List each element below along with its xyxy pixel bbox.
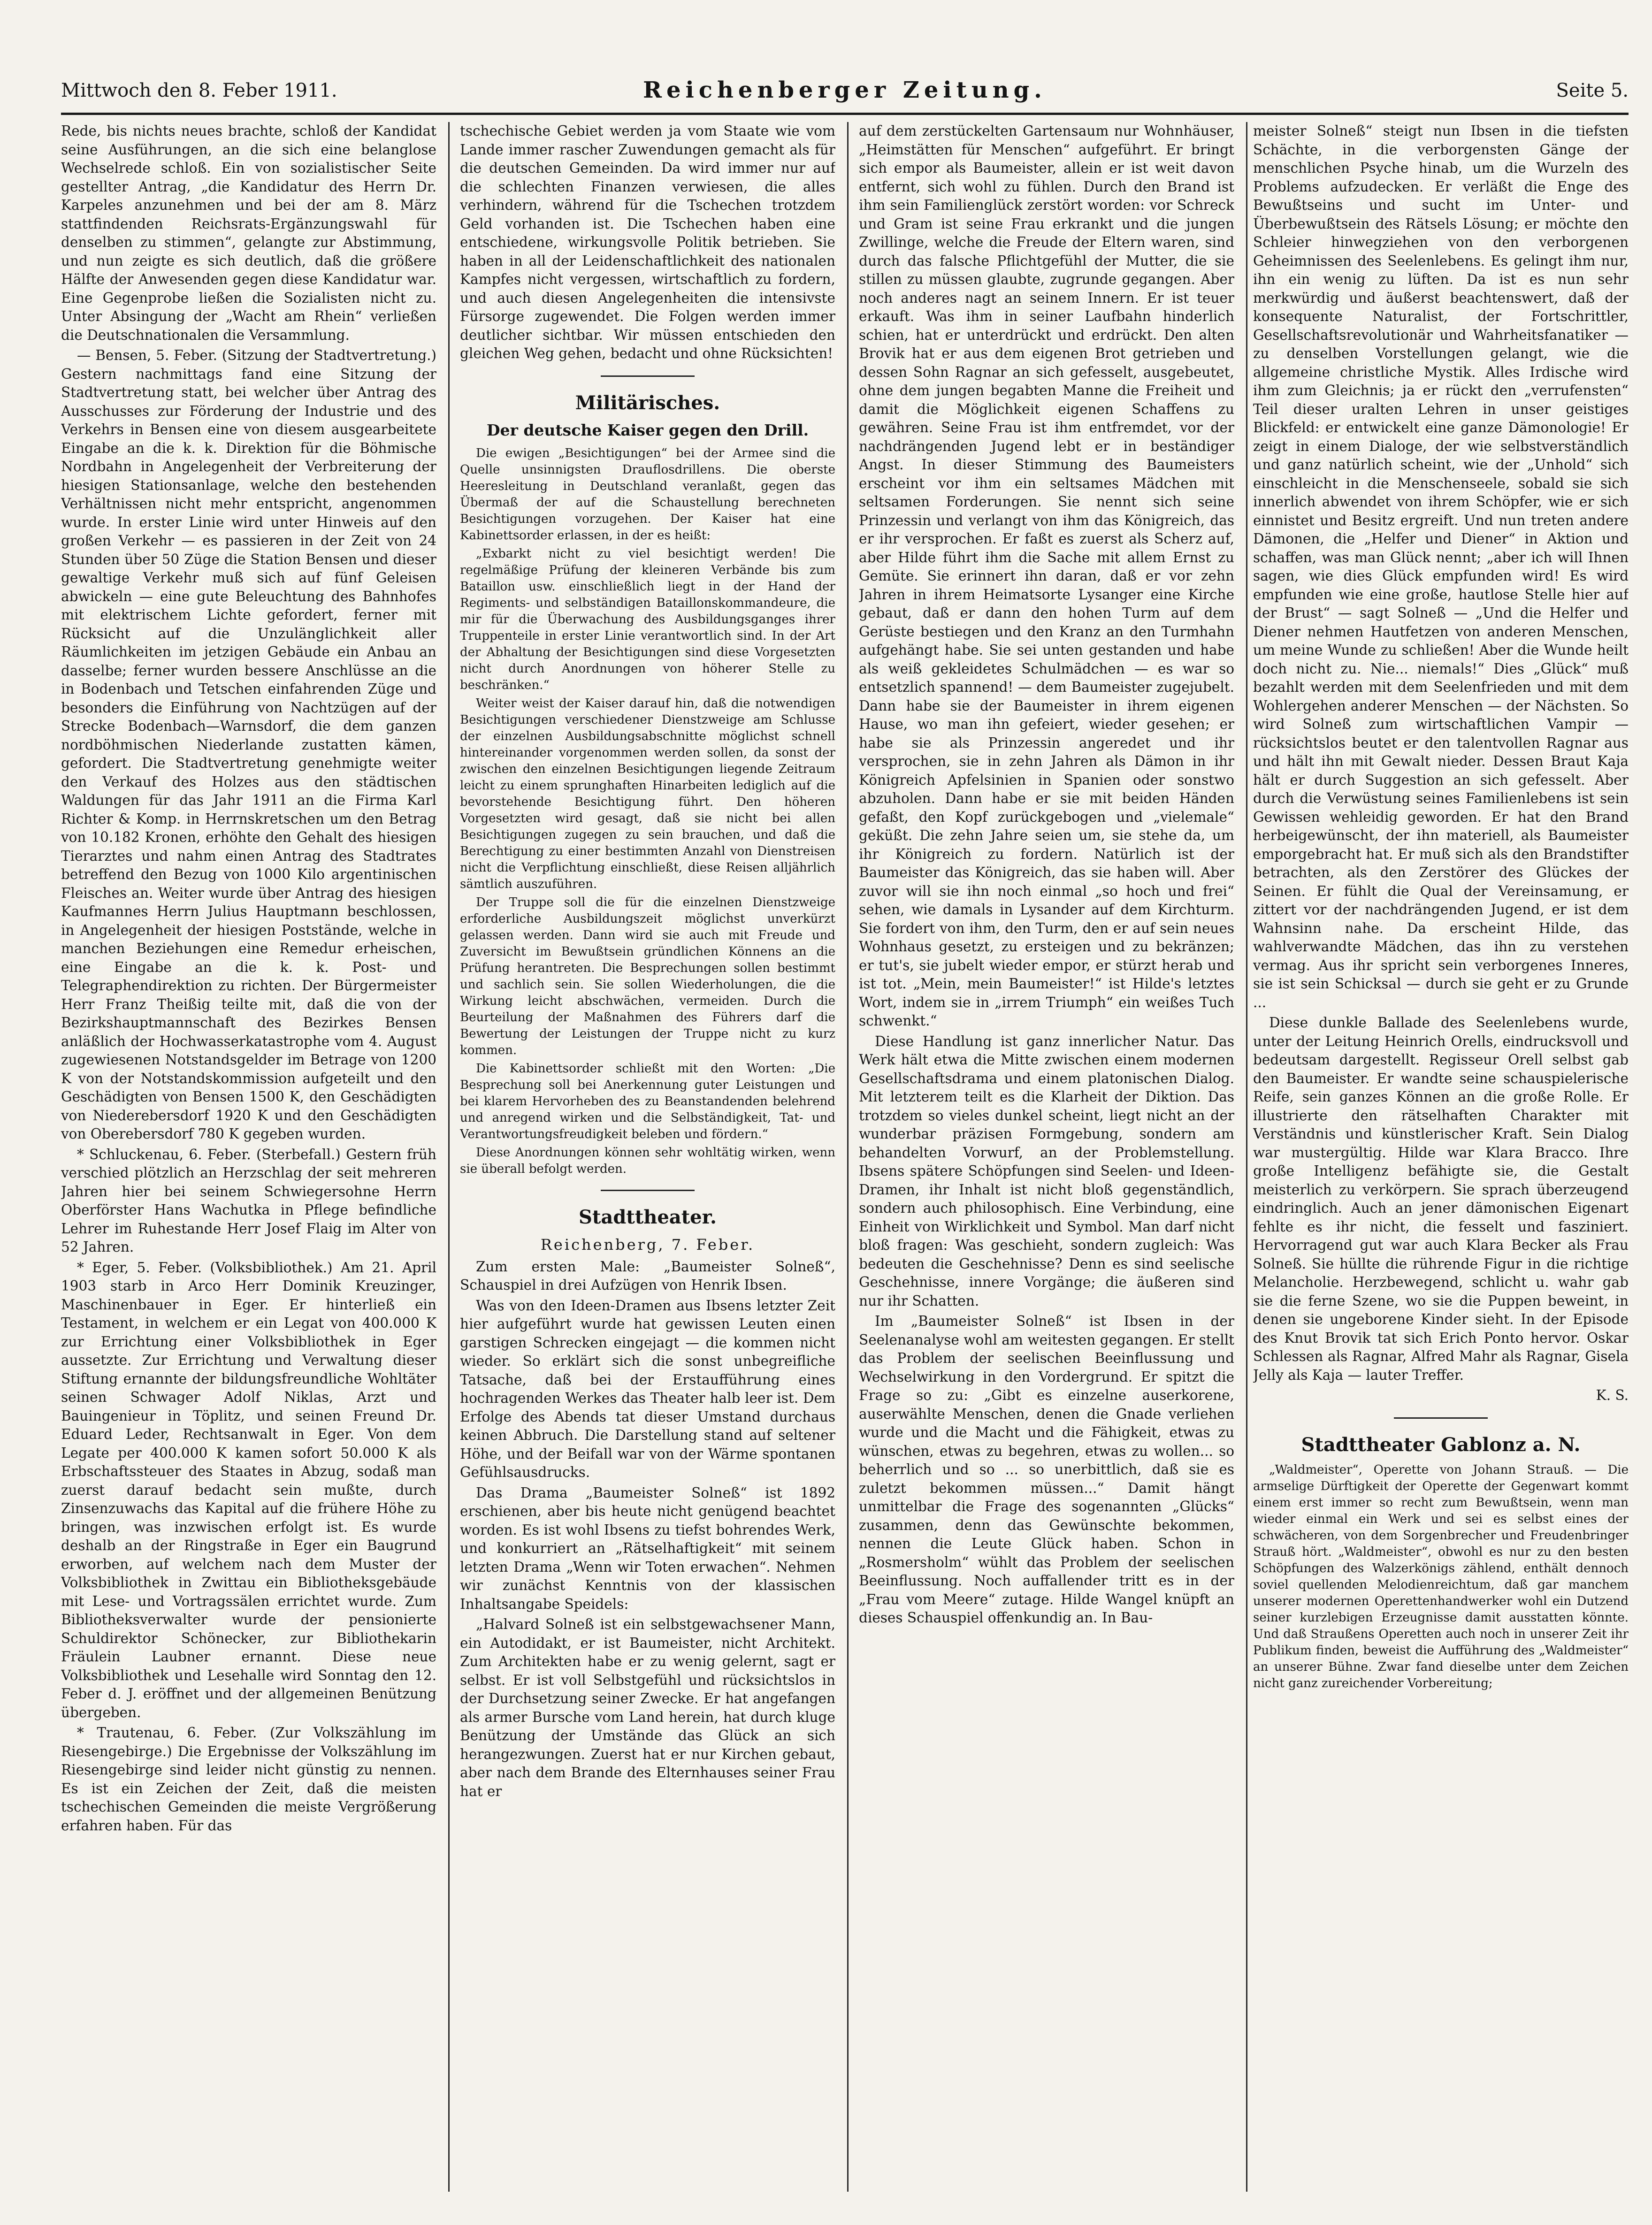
divider	[601, 1190, 695, 1191]
article-text: tschechische Gebiet werden ja vom Staate wie vom Lande immer rascher Zuwendungen gemacht als für die deutschen Gemeinden. Da wird immer nur auf die schlechten Finanzen verwiesen, die alles verhindern, während für die Tschechen trotzdem Geld vorhanden ist. Die Tschechen haben eine entschiedene, wirkungsvolle Politik betrieben. Sie haben in all der Leidenschaftlichkeit des nationalen Kampfes nicht vergessen, wirtschaftlich zu fordern, und auch diesen Angelegenheiten die intensivste Fürsorge zugewendet. Die Folgen werden immer deutlicher sichtbar. Wir müssen entschieden den gleichen Weg gehen, bedacht und ohne Rücksichten!	[460, 123, 835, 361]
divider	[601, 375, 695, 377]
article-text: Der Truppe soll die für die einzelnen Dienstzweige erforderliche Ausbildungszeit möglichst unverkürzt gelassen werden. Dann wird sie auch mit Freude und Zuversicht im Bewußtsein gründlichen Könnens an die Prüfung herantreten. Die Besprechungen sollen bestimmt und sachlich sein. Sie sollen Wiederholungen, die die Wirkung leicht abschwächen, vermeiden. Durch die Beurteilung der Maßnahmen des Führers darf die Bewertung der Leistungen der Truppe nicht zu kurz kommen.	[460, 895, 835, 1057]
article-text: Die Kabinettsorder schließt mit den Worten: „Die Besprechung soll bei Anerkennung guter Leistungen und bei klarem Hervorheben des zu Beanstandenden belehrend und anregend wirken und die Selbständigkeit, Tat- und Verantwortungsfreudigkeit beleben und fördern.“	[460, 1061, 835, 1141]
news-item-trautenau: * Trautenau, 6. Feber. (Zur Volkszählung im Riesengebirge.) Die Ergebnisse der Volkszählung im Riesengebirge sind leider nicht günstig zu nennen. Es ist ein Zeichen der Zeit, daß die meisten tschechischen Gemeinden die meiste Vergrößerung erfahren haben. Für das	[61, 1725, 436, 1834]
divider	[1394, 1417, 1488, 1419]
news-item-bensen: — Bensen, 5. Feber. (Sitzung der Stadtvertretung.) Gestern nachmittags fand eine Sitzung der Stadtvertretung statt, bei welcher über Antrag des Ausschusses zur Förderung der Industrie und des Verkehrs in Bensen eine von diesem ausgearbeitete Eingabe an die k. k. Direktion für die Böhmische Nordbahn in Angelegenheit der Verbreiterung der hiesigen Stationsanlage, welche den bestehenden Verhältnissen nicht mehr entspricht, angenommen wurde. In erster Linie wird unter Hinweis auf den großen Verkehr — es passieren in der Zeit von 24 Stunden über 50 Züge die Station Bensen und dieser gewaltige Verkehr muß sich auf fünf Geleisen abwickeln — eine gute Beleuchtung des Bahnhofes mit elektrischem Lichte gefordert, ferner mit Rücksicht auf die Unzulänglichkeit aller Räumlichkeiten im jetzigen Gebäude ein Anbau an dasselbe; ferner wurden bessere Anschlüsse an die in Bodenbach und Tetschen einfahrenden Züge und besonders die Einführung von Nachtzügen auf der Strecke Bodenbach—Warnsdorf, die dem ganzen nordböhmischen Niederlande zustatten kämen, gefordert. Die Stadtvertretung genehmigte weiter den Verkauf des Holzes aus den städtischen Waldungen für das Jahr 1911 an die Firma Karl Richter & Komp. in Herrnskretschen um den Betrag von 10.182 Kronen, erhöhte den Gehalt des hiesigen Tierarztes und nahm einen Antrag des Stadtrates betreffend den Bezug von 1000 Kilo argentinischen Fleisches an. Weiter wurde über Antrag des hiesigen Kaufmannes Herrn Julius Hauptmann beschlossen, in Angelegenheit der hiesigen Poststände, welche in manchen Beziehungen eine Remedur erheischen, eine Eingabe an die k. k. Post- und Telegraphendirektion zu richten. Der Bürgermeister Herr Franz Theißig teilte mit, daß die von der Bezirkshauptmannschaft des Bezirkes Bensen anläßlich der Hochwasserkatastrophe vom 4. August zugewiesenen Notstandsgelder im Betrage von 1200 K von der Notstandskommission aufgeteilt und den Geschädigten von Bensen 1500 K, den Geschädigten von Niederebersdorf 1920 K und den Geschädigten von Oberebersdorf 780 K gegeben wurden.	[61, 347, 436, 1142]
column-rule	[448, 122, 450, 2192]
newspaper-page	[61, 70, 1629, 2192]
columns	[61, 122, 1629, 2192]
news-item-eger: * Eger, 5. Feber. (Volksbibliothek.) Am 21. April 1903 starb in Arco Herr Dominik Kreuzinger, Maschinenbauer in Eger. Er hinterließ ein Testament, in welchem er ein Legat von 400.000 K zur Errichtung einer Volksbibliothek in Eger aussetzte. Zur Errichtung und Verwaltung dieser Stiftung ernannte der bildungsfreundliche Wohltäter seinen Schwager Adolf Niklas, Arzt und Bauingenieur in Töplitz, und seinen Freund Dr. Eduard Leder, Rechtsanwalt in Eger. Von dem Legate per 400.000 K kamen sofort 50.000 K als Erbschaftssteuer des Staates in Abzug, sodaß man zuerst darauf bedacht sein mußte, durch Zinsenzuwachs das Kapital auf die frühere Höhe zu bringen, was inzwischen erfolgt ist. Es wurde deshalb an der Ringstraße in Eger ein Baugrund erworben, auf welchem nach dem Muster der Volksbibliothek in Zwittau ein Bibliotheksgebäude mit Lese- und Vortragssälen errichtet wurde. Zum Bibliotheksverwalter wurde der pensionierte Schuldirektor Schönecker, zur Bibliothekarin Fräulein Laubner ernannt. Diese neue Volksbibliothek und Lesehalle wird Sonntag den 12. Feber d. J. eröffnet und der allgemeinen Benützung übergeben.	[61, 1259, 436, 1720]
review-text: „Waldmeister“, Operette von Johann Strauß. — Die armselige Dürftigkeit der Operette der Gegenwart kommt einem erst immer so recht zum Bewußtsein, wenn man wieder einmal ein Werk und sei es selbst eines der schwächeren, von dem Sorgenbrecher und Freudenbringer Strauß hört. „Waldmeister“, obwohl es nur zu den besten Schöpfungen des Walzerkönigs zählend, enthält dennoch soviel quellenden Melodienreichtum, daß gar manchem unserer modernen Operettenhandwerker wohl ein Dutzend seiner kurzlebigen Erzeugnisse damit ausstatten könnte. Und daß Straußens Operetten auch noch in unserer Zeit ihr Publikum finden, beweist die Aufführung des „Waldmeister“ an unserer Bühne. Zwar fand dieselbe unter dem Zeichen nicht ganz zureichender Vorbereitung;	[1253, 1462, 1629, 1690]
review-text: Das Drama „Baumeister Solneß“ ist 1892 erschienen, aber bis heute nicht genügend beachtet worden. Es ist wohl Ibsens zu tiefst bohrendes Werk, und konkurriert an „Rätselhaftigkeit“ mit seinem letzten Drama „Wenn wir Toten erwachen“. Nehmen wir zunächst Kenntnis von der klassischen Inhaltsangabe Speidels:	[460, 1484, 835, 1612]
article-text: Diese Anordnungen können sehr wohltätig wirken, wenn sie überall befolgt werden.	[460, 1145, 835, 1176]
column-2	[460, 122, 835, 2192]
review-text: Diese Handlung ist ganz innerlicher Natur. Das Werk hält etwa die Mitte zwischen einem modernen Gesellschaftsdrama und einem platonischen Dialog. Mit letzterem teilt es die Klarheit der Diktion. Das trotzdem so vieles dunkel scheint, liegt nicht an der wunderbar präzisen Formgebung, sondern am behandelten Vorwurf, an der Problemstellung. Ibsens spätere Schöpfungen sind Seelen- und Ideen-Dramen, ihr Inhalt ist nicht bloß gegenständlich, sondern auch philosophisch. Eine Verbindung, eine Einheit von Wirklichkeit und Symbol. Man darf nicht bloß fragen: Was geschieht, sondern zugleich: Was bedeuten die Geschehnisse? Denn es sind seelische Geschehnisse, innere Vorgänge; die äußeren sind nur ihr Schatten.	[859, 1033, 1234, 1309]
column-3	[859, 122, 1234, 2192]
section-heading-theater: Stadttheater.	[579, 1206, 717, 1228]
review-text: meister Solneß“ steigt nun Ibsen in die tiefsten Schächte, in die verborgensten Gänge der menschlichen Psyche hinab, um die Wurzeln des Problems aufzudecken. Er verläßt die Enge des Bewußtseins und sucht im Unter- und Überbewußtsein des Rätsels Lösung; er möchte den Schleier hinwegziehen von den verborgenen Geheimnissen des Seelenlebens. Es gelingt ihm nur, ihn ein wenig zu lüften. Da ist es nun sehr merkwürdig und äußerst beachtenswert, daß der konsequente Naturalist, der Fortschrittler, Gesellschaftsrevolutionär und Wahrheitsfanatiker — zu denselben Vorstellungen gelangt, wie die allgemeine christliche Mystik. Alles Irdische wird ihm zum Gleichnis; ja er rückt den „verrufensten“ Teil dieser uralten Lehren in unser geistiges Blickfeld: er entwickelt eine ganze Dämonologie! Er zeigt in einem Dialoge, der wie selbstverständlich und ganz natürlich scheint, wie der „Unhold“ sich einschleicht in die Menschenseele, sobald sie sich innerlich abwendet von ihrem Schöpfer, wie er sich einnistet und Besitz ergreift. Und nun treten andere Dämonen, die „Helfer und Diener“ in Aktion und schaffen, was man Glück nennt; „aber ich will Ihnen sagen, wie dies Glück empfunden wird! Es wird empfunden wie eine große, hautlose Stelle hier auf der Brust“ — sagt Solneß — „Und die Helfer und Diener nehmen Hautfetzen von anderen Menschen, um meine Wunde zu schließen! Aber die Wunde heilt doch nicht zu. Nie... niemals!“ Dies „Glück“ muß bezahlt werden mit dem Seelenfrieden und mit dem Wohlergehen anderer Menschen — der Nächsten. So wird Solneß zum wirtschaftlichen Vampir — rücksichtslos beutet er den talentvollen Ragnar aus und hält ihn mit Gewalt nieder. Dessen Braut Kaja hält er durch Suggestion an sich gefesselt. Aber durch die Verwüstung seines Familienlebens ist sein Gewissen wehleidig geworden. Er hat den Brand herbeigewünscht, der ihn materiell, als Baumeister emporgebracht hat. Er muß sich als den Brandstifter betrachten, als den Zerstörer des Glückes der Seinen. Er fühlt die Qual der Vereinsamung, er zittert vor der nachdrängenden Jugend, er ist dem Wahnsinn nahe. Da erscheint Hilde, das wahlverwandte Mädchen, das ihn zu verstehen vermag. Aus ihr spricht sein verborgenes Inneres, sie ist sein Schicksal — durch sie geht er zu Grunde ...	[1253, 123, 1629, 1010]
review-text: auf dem zerstückelten Gartensaum nur Wohnhäuser, „Heimstätten für Menschen“ aufgeführt. Er bringt sich empor als Baumeister, allein er ist weit davon entfernt, sich wohl zu fühlen. Durch den Brand ist ihm sein Familienglück zerstört worden: vor Schreck und Gram ist seine Frau erkrankt und die jungen Zwillinge, welche die Freude der Eltern waren, sind durch das falsche Pflichtgefühl der Mutter, die sie stillen zu müssen glaubte, zugrunde gegangen. Aber noch anderes nagt an seinem Innern. Er ist teuer erkauft. Was ihm in seiner Laufbahn hinderlich schien, hat er unterdrückt und erdrückt. Den alten Brovik hat er aus dem eigenen Brot getrieben und dessen Sohn Ragnar an sich gefesselt, ausgebeutet, ohne dem jungen begabten Manne die Freiheit und damit die Möglichkeit eigenen Schaffens zu gewähren. Seine Frau ist ihm entfremdet, vor der nachdrängenden Jugend lebt er in beständiger Angst. In dieser Stimmung des Baumeisters erscheint vor ihm ein seltsames Mädchen mit seltsamen Forderungen. Sie nennt sich seine Prinzessin und verlangt von ihm das Königreich, das er ihr versprochen. Er faßt es zuerst als Scherz auf, aber Hilde führt ihm die Sache mit allem Ernst zu Gemüte. Sie erinnert ihn daran, daß er vor zehn Jahren in ihrem Heimatsorte Lysanger eine Kirche gebaut, daß er dann den hohen Turm auf dem Gerüste bestiegen und den Kranz an den Turmhahn aufgehängt habe. Sie sei unten gestanden und habe als weiß gekleidetes Schulmädchen — es war so entsetzlich spannend! — dem Baumeister zugejubelt. Dann habe sie der Baumeister in ihrem eigenen Hause, wo man ihn gefeiert, wieder gesehen; er habe sie als Prinzessin angeredet und ihr versprochen, sie in zehn Jahren als Dämon in ihr Königreich Apfelsinien in Spanien oder sonstwo abzuholen. Dann habe er sie mit beiden Händen gefaßt, den Kopf zurückgebogen und „vielemale“ geküßt. Die zehn Jahre seien um, sie stehe da, um ihr Königreich zu fordern. Natürlich ist der Baumeister das Königreich, das sie haben will. Aber zuvor will sie ihn noch einmal „so hoch und frei“ sehen, wie damals in Lysander auf dem Kirchturm. Sie fordert von ihm, den Turm, den er auf sein neues Wohnhaus gesetzt, zu ersteigen und zu bekränzen; er tut's, sie jubelt wieder empor, er stürzt herab und ist tot. „Mein, mein Baumeister!“ ist Hilde's letztes Wort, indem sie in „irrem Triumph“ ein weißes Tuch schwenkt.“	[859, 123, 1234, 1029]
review-quote: „Halvard Solneß ist ein selbstgewachsener Mann, ein Autodidakt, er ist Baumeister, nicht Architekt. Zum Architekten habe er zu wenig gelernt, sagt er selbst. Er ist voll Selbstgefühl und rücksichtslos in der Durchsetzung seiner Zwecke. Er hat angefangen als armer Bursche vom Land herein, hat durch kluge Benützung der Umstände das Glück an sich herangezwungen. Zuerst hat er nur Kirchen gebaut, aber nach dem Brande des Elternhauses seiner Frau hat er	[460, 1616, 835, 1799]
review-text: Diese dunkle Ballade des Seelenlebens wurde, unter der Leitung Heinrich Orells, eindrucksvoll und bedeutsam dargestellt. Regisseur Orell selbst gab den Baumeister. Er wandte seine schauspielerische Reife, sein ganzes Können an die große Rolle. Er illustrierte den rätselhaften Charakter mit Verständnis und künstlerischer Kraft. Sein Dialog war mustergültig. Hilde war Klara Bracco. Ihre große Intelligenz befähigte sie, die Gestalt meisterlich zu verkörpern. Sie sprach überzeugend eindringlich. Auch an jener dämonischen Eigenart fehlte es ihr nicht, die fesselt und fasziniert. Hervorragend gut war auch Klara Becker als Frau Solneß. Sie hüllte die rührende Figur in die richtige Melancholie. Herzbewegend, schlicht u. wahr gab sie die ferne Szene, wo sie die Puppen beweint, in denen sie ungeborene Kinder sieht. In der Episode des Knut Brovik tat sich Erich Ponto hervor. Oskar Schlessen als Ragnar, Alfred Mahr als Ragnar, Gisela Jelly als Kaja — lauter Treffer.	[1253, 1015, 1629, 1383]
newspaper-title: Reichenberger Zeitung.	[643, 77, 1047, 103]
column-rule	[847, 122, 849, 2192]
news-item-schluckenau: * Schluckenau, 6. Feber. (Sterbefall.) Gestern früh verschied plötzlich an Herzschlag der seit mehreren Jahren hier bei seinem Schwiegersohne Herrn Oberförster Hans Wachutka in Pflege befindliche Lehrer im Ruhestande Herr Josef Flaig im Alter von 52 Jahren.	[61, 1146, 436, 1255]
review-title: Zum ersten Male: „Baumeister Solneß“, Schauspiel in drei Aufzügen von Henrik Ibsen.	[460, 1258, 835, 1293]
column-1	[61, 122, 436, 2192]
article-quote: „Exbarkt nicht zu viel besichtigt werden! Die regelmäßige Prüfung der kleineren Verbände bis zum Bataillon usw. einschließlich liegt in der Hand der Regiments- und selbständigen Bataillonskommandeure, die mir für die Überwachung des Ausbildungsganges ihrer Truppenteile in erster Linie verantwortlich sind. In der Art der Abhaltung der Besichtigungen sind diese Vorgesetzten nicht durch Anordnungen von höherer Stelle zu beschränken.“	[460, 546, 835, 692]
column-4	[1253, 122, 1629, 2192]
page-header	[61, 70, 1629, 115]
column-rule	[1246, 122, 1247, 2192]
section-heading-gablonz: Stadttheater Gablonz a. N.	[1301, 1433, 1581, 1456]
review-text: Im „Baumeister Solneß“ ist Ibsen in der Seelenanalyse wohl am weitesten gegangen. Er stellt das Problem der seelischen Beeinflussung und Wechselwirkung in den Vordergrund. Er spitzt die Frage so zu: „Gibt es einzelne auserkorene, auserwählte Menschen, denen die Gnade verliehen wurde und die Macht und die Fähigkeit, etwas zu wünschen, etwas zu begehren, etwas zu wollen... so beherrlich und so ... so unerbittlich, daß sie es zuletzt bekommen müssen...“ Damit hängt unmittelbar die Frage des sogenannten „Glücks“ zusammen, denn das Gewünschte bekommen, nennen die Leute Glück haben. Schon in „Rosmersholm“ wühlt das Problem der seelischen Beeinflussung. Noch auffallender tritt es in der „Frau vom Meere“ zutage. Hilde Wangel knüpft an dieses Schauspiel offenkundig an. In Bau-	[859, 1313, 1234, 1626]
article-text: Weiter weist der Kaiser darauf hin, daß die notwendigen Besichtigungen verschiedener Dienstzweige am Schlusse der einzelnen Ausbildungsabschnitte möglichst schnell hintereinander vorgenommen werden sollen, da sonst der zwischen den einzelnen Besichtigungen liegende Zeitraum leicht zu einem sprunghaften Hinarbeiten lediglich auf die bevorstehende Besichtigung führt. Den höheren Vorgesetzten wird gesagt, daß sie nicht bei allen Besichtigungen zugegen zu sein brauchen, und daß die Berechtigung zu einer bestimmten Anzahl von Dienstreisen nicht die Verpflichtung einschließt, diese Reisen alljährlich sämtlich auszuführen.	[460, 696, 835, 891]
review-signature: K. S.	[1596, 1387, 1629, 1403]
dateline: Reichenberg, 7. Feber.	[540, 1235, 755, 1254]
article-text: Die ewigen „Besichtigungen“ bei der Armee sind die Quelle unsinnigsten Drauflosdrillens. Die oberste Heeresleitung in Deutschland veranlaßt, gegen das Übermaß der auf die Schaustellung berechneten Besichtigungen vorzugehen. Der Kaiser hat eine Kabinettsorder erlassen, in der es heißt:	[460, 446, 835, 543]
section-heading-military: Militärisches.	[575, 391, 720, 414]
header-date: Mittwoch den 8. Feber 1911.	[61, 80, 337, 101]
article-headline: Der deutsche Kaiser gegen den Drill.	[486, 421, 809, 439]
page-number: Seite 5.	[1556, 80, 1629, 101]
article-text: Rede, bis nichts neues brachte, schloß der Kandidat seine Ausführungen, an die sich eine belanglose Wechselrede schloß. Ein von sozialistischer Seite gestellter Antrag, „die Kandidatur des Herrn Dr. Karpeles anzunehmen und bei der am 8. März stattfindenden Reichsrats-Ergänzungswahl für denselben zu stimmen“, gelangte zur Abstimmung, und nun zeigte es sich deutlich, daß die größere Hälfte der Anwesenden gegen diese Kandidatur war. Eine Gegenprobe ließen die Sozialisten nicht zu. Unter Absingung der „Wacht am Rhein“ verließen die Deutschnationalen die Versammlung.	[61, 123, 436, 343]
review-text: Was von den Ideen-Dramen aus Ibsens letzter Zeit hier aufgeführt wurde hat gewissen Leuten einen garstigen Schrecken eingejagt — die kommen nicht wieder. So erklärt sich die sonst unbegreifliche Tatsache, daß bei der Erstaufführung eines hochragenden Werkes das Theater halb leer ist. Dem Erfolge des Abends tat dieser Umstand durchaus keinen Abbruch. Die Darstellung stand auf seltener Höhe, und der Beifall war von der Wärme spontanen Gefühlsausdrucks.	[460, 1297, 835, 1480]
